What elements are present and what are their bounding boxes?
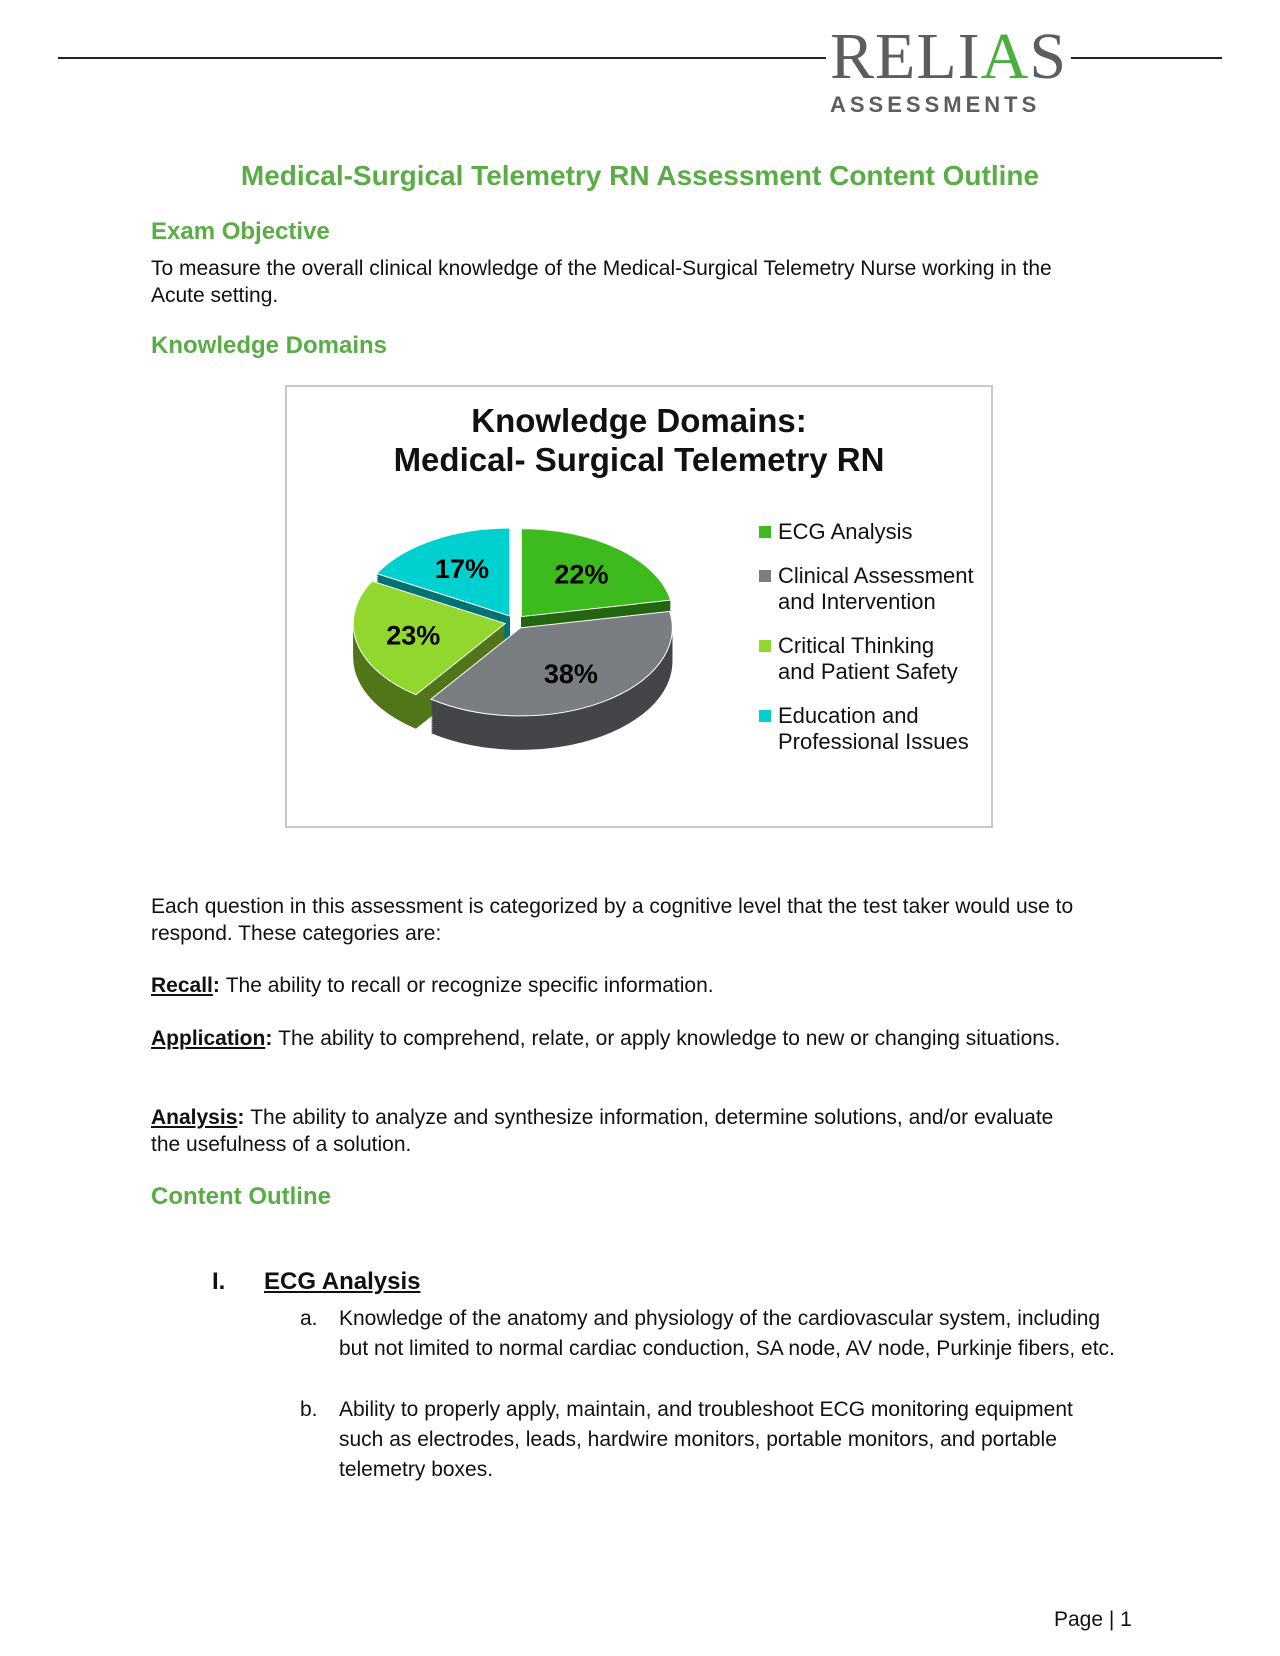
pie-data-label: 17% <box>434 554 489 585</box>
chart-title: Knowledge Domains: Medical- Surgical Telemetry RN <box>393 402 885 478</box>
legend-swatch <box>759 710 771 722</box>
pie-data-label: 38% <box>543 658 598 689</box>
legend-item <box>759 563 974 615</box>
chart-legend <box>759 519 974 773</box>
knowledge-domains-heading: Knowledge Domains <box>151 332 388 359</box>
legend-label: and Patient Safety <box>778 659 958 684</box>
application-definition: Application: The ability to comprehend, relate, or apply knowledge to new or changing situations. <box>151 1027 1061 1050</box>
section-ecg-analysis: I. ECG Analysis <box>212 1268 421 1295</box>
legend-label: Critical Thinking <box>778 633 935 658</box>
relias-logo: RELIAS ASSESSMENTS <box>826 22 1056 122</box>
header-rule <box>58 57 838 59</box>
outline-item: b. Ability to properly apply, maintain, and troubleshoot ECG monitoring equipment such as electrodes, leads, hardwire monitors, portable monitors, and portable telemetry boxes. <box>300 1398 1073 1481</box>
legend-label: ECG Analysis <box>778 519 913 544</box>
recall-definition: Recall: The ability to recall or recognize specific information. <box>151 974 714 997</box>
legend-label: Clinical Assessment <box>778 563 974 588</box>
pie-plot <box>287 387 747 830</box>
page-number: Page | 1 <box>1054 1608 1132 1631</box>
legend-item <box>759 633 974 685</box>
legend-item <box>759 519 974 545</box>
legend-swatch <box>759 526 771 538</box>
content-outline-heading: Content Outline <box>151 1183 331 1210</box>
legend-swatch <box>759 570 771 582</box>
page-title: Medical-Surgical Telemetry RN Assessment Content Outline <box>240 160 1040 191</box>
cognitive-intro: Each question in this assessment is categorized by a cognitive level that the test taker would use to respond. These categories are: <box>151 895 1074 945</box>
legend-swatch <box>759 640 771 652</box>
exam-objective-heading: Exam Objective <box>151 218 330 245</box>
legend-label: and Intervention <box>778 589 936 614</box>
header-rule <box>1050 57 1222 59</box>
exam-objective-text: To measure the overall clinical knowledge of the Medical-Surgical Telemetry Nurse working in the Acute setting. <box>151 257 1052 307</box>
pie-data-label: 23% <box>386 620 441 651</box>
legend-label: Education and <box>778 703 919 728</box>
legend-label: Professional Issues <box>778 729 969 754</box>
analysis-definition: Analysis: The ability to analyze and synthesize information, determine solutions, and/or evaluate the usefulness of a solution. <box>151 1106 1054 1156</box>
pie-data-label: 22% <box>554 559 609 590</box>
outline-item: a. Knowledge of the anatomy and physiology of the cardiovascular system, including but not limited to normal cardiac conduction, SA node, AV node, Purkinje fibers, etc. <box>300 1307 1115 1360</box>
legend-item <box>759 703 974 755</box>
pie-chart <box>285 385 993 828</box>
